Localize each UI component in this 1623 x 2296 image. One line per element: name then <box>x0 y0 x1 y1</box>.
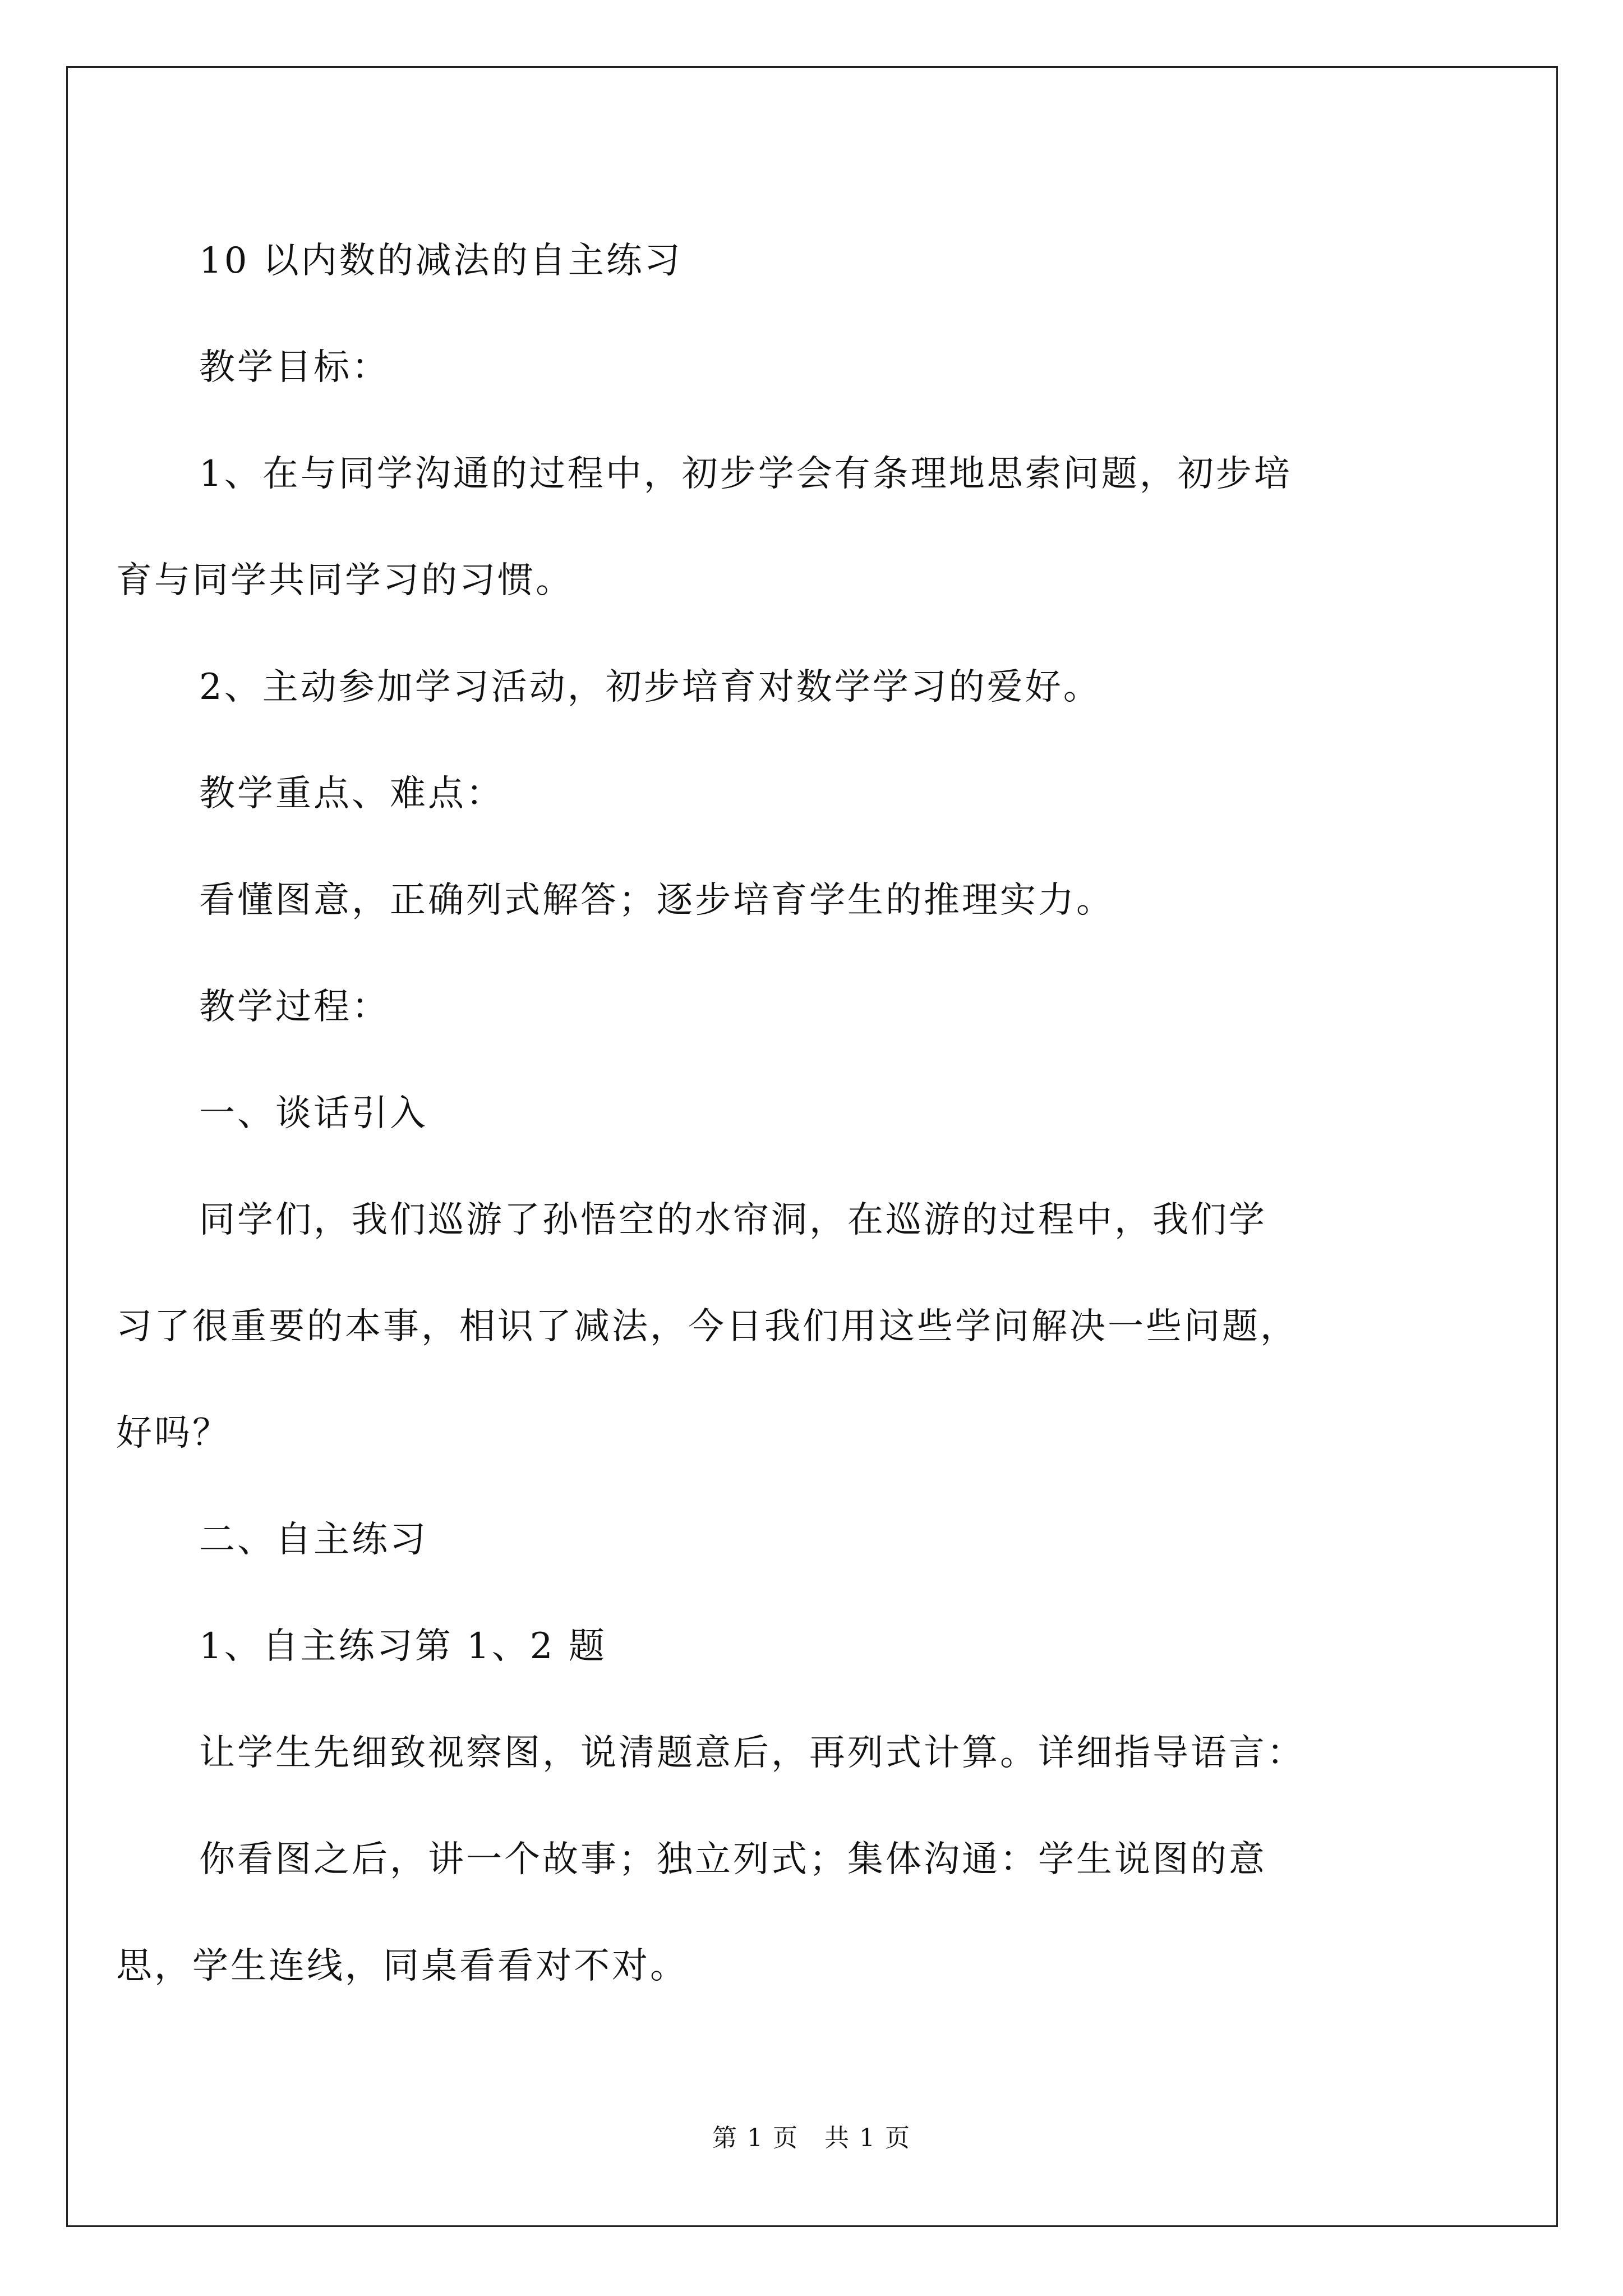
exercise-1-guide-line-2: 思，学生连线，同桌看看对不对。 <box>116 1945 688 1987</box>
key-points-text <box>199 847 1450 954</box>
title-line: 10 以内数的减法的自主练习 <box>199 240 683 282</box>
objective-2 <box>199 634 1450 740</box>
objective-1 <box>116 421 1450 634</box>
part-1-paragraph <box>116 1167 1450 1487</box>
part-2-heading <box>199 1487 1450 1593</box>
part-1-line-3: 好吗？ <box>116 1412 230 1454</box>
page-footer: 第 1 页 共 1 页 <box>712 2124 911 2152</box>
process-heading-text: 教学过程： <box>199 986 390 1028</box>
exercise-1-text <box>199 1700 1450 1806</box>
part-1-heading <box>199 1060 1450 1167</box>
exercise-1-line: 让学生先细致视察图，说清题意后，再列式计算。详细指导语言： <box>199 1732 1305 1774</box>
process-heading <box>199 954 1450 1060</box>
objectives-heading <box>199 314 1450 421</box>
key-points-heading <box>199 740 1450 847</box>
exercise-1-heading-text: 1、自主练习第 1、2 题 <box>199 1626 607 1667</box>
part-1-heading-text: 一、谈话引入 <box>199 1093 428 1134</box>
key-points-line: 看懂图意，正确列式解答；逐步培育学生的推理实力。 <box>199 880 1114 921</box>
part-1-line-2: 习了很重要的本事，相识了减法，今日我们用这些学问解决一些问题， <box>116 1306 1298 1347</box>
exercise-1-heading <box>199 1593 1450 1700</box>
objective-2-line: 2、主动参加学习活动，初步培育对数学学习的爱好。 <box>199 666 1101 708</box>
objective-1-line-1: 1、在与同学沟通的过程中，初步学会有条理地思索问题，初步培 <box>199 453 1292 495</box>
part-1-line-1: 同学们，我们巡游了孙悟空的水帘洞，在巡游的过程中，我们学 <box>199 1199 1267 1241</box>
exercise-1-guide-line-1: 你看图之后，讲一个故事；独立列式；集体沟通：学生说图的意 <box>199 1839 1267 1880</box>
key-points-heading-text: 教学重点、难点： <box>199 773 504 815</box>
document-body <box>116 208 1450 2019</box>
objective-1-line-2: 育与同学共同学习的习惯。 <box>116 560 574 601</box>
part-2-heading-text: 二、自主练习 <box>199 1519 428 1561</box>
exercise-1-guide <box>116 1806 1450 2019</box>
objectives-heading-text: 教学目标： <box>199 347 390 388</box>
document-title <box>199 208 1450 314</box>
